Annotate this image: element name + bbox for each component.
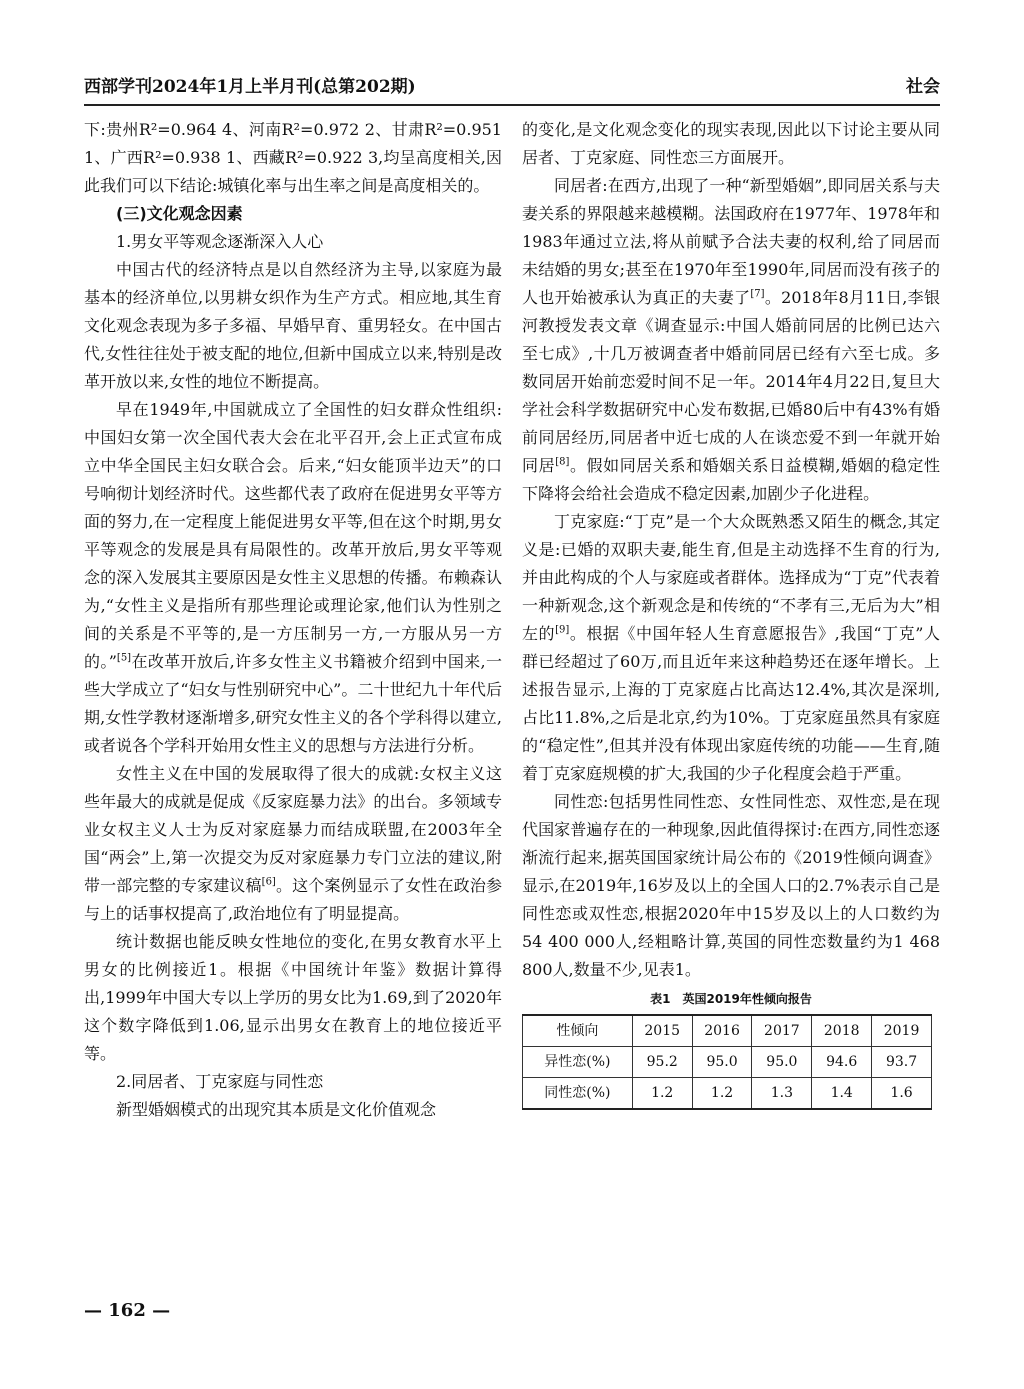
table-cell: 1.4	[812, 1078, 872, 1110]
section-heading: (三)文化观念因素	[116, 204, 243, 223]
citation-ref[interactable]: [6]	[261, 876, 276, 888]
paragraph-text: 。根据《中国年轻人生育意愿报告》,我国“丁克”人群已经超过了60万,而且近年来这种趋势还在逐年增长。上述报告显示,上海的丁克家庭占比高达12.4%,其次是深圳,占比11.8%,之后是北京,约为10%。丁克家庭虽然具有家庭的“稳定性”,但其并没有体现出家庭传统的功能——生育,随着丁克家庭规模的扩大,我国的少子化程度会趋于严重。	[522, 624, 940, 783]
left-column	[84, 116, 502, 1124]
paragraph: 同性恋:包括男性同性恋、女性同性恋、双性恋,是在现代国家普遍存在的一种现象,因此值得探讨:在西方,同性恋逐渐流行起来,据英国国家统计局公布的《2019性倾向调查》显示,在2019年,16岁及以上的全国人口的2.7%表示自己是同性恋或双性恋,根据2020年中15岁及以上的人口数约为54 400 000人,经粗略计算,英国的同性恋数量约为1 468 800人,数量不少,见表1。	[522, 792, 940, 979]
table-row	[523, 1047, 932, 1078]
citation-ref[interactable]: [7]	[750, 288, 765, 300]
paragraph-text: 在改革开放后,许多女性主义书籍被介绍到中国来,一些大学成立了“妇女与性别研究中心”。二十世纪九十年代后期,女性学教材逐渐增多,研究女性主义的各个学科得以建立,或者说各个学科开始用女性主义的思想与方法进行分析。	[84, 652, 502, 755]
paragraph: 中国古代的经济特点是以自然经济为主导,以家庭为最基本的经济单位,以男耕女织作为生产方式。相应地,其生育文化观念表现为多子多福、早婚早育、重男轻女。在中国古代,女性往往处于被支配的地位,但新中国成立以来,特别是改革开放以来,女性的地位不断提高。	[84, 260, 502, 391]
table-cell: 95.0	[692, 1047, 752, 1078]
paragraph	[84, 760, 502, 928]
citation-ref[interactable]: [5]	[116, 652, 132, 664]
table-header-cell: 2016	[692, 1015, 752, 1047]
citation-ref[interactable]: [8]	[555, 456, 570, 468]
paragraph-text: 丁克家庭:“丁克”是一个大众既熟悉又陌生的概念,其定义是:已婚的双职夫妻,能生育,但是主动选择不生育的行为,并由此构成的个人与家庭或者群体。选择成为“丁克”代表着一种新观念,这个新观念是和传统的“不孝有三,无后为大”相左的	[522, 512, 940, 643]
subsection-heading: 2.同居者、丁克家庭与同性恋	[116, 1072, 324, 1091]
table-cell: 1.2	[692, 1078, 752, 1110]
paragraph	[522, 508, 940, 788]
citation-ref[interactable]: [9]	[555, 624, 570, 636]
table-cell: 1.2	[632, 1078, 692, 1110]
table-header-cell: 2017	[752, 1015, 812, 1047]
table-header-cell: 2015	[632, 1015, 692, 1047]
table-header-row	[523, 1015, 932, 1047]
page-header	[84, 72, 940, 100]
paragraph-text: 。2018年8月11日,李银河教授发表文章《调查显示:中国人婚前同居的比例已达六至七成》,十几万被调查者中婚前同居已经有六至七成。多数同居开始前恋爱时间不足一年。2014年4月22日,复旦大学社会科学数据研究中心发布数据,已婚80后中有43%有婚前同居经历,同居者中近七成的人在谈恋爱不到一年就开始同居	[522, 288, 940, 475]
paragraph	[84, 396, 502, 760]
paragraph-text: 同居者:在西方,出现了一种“新型婚姻”,即同居关系与夫妻关系的界限越来越模糊。法国政府在1977年、1978年和1983年通过立法,将从前赋予合法夫妻的权利,给了同居而未结婚的男女;甚至在1970年至1990年,同居而没有孩子的人也开始被承认为真正的夫妻了	[522, 176, 940, 307]
table-cell: 同性恋(%)	[523, 1078, 633, 1110]
table-cell: 95.0	[752, 1047, 812, 1078]
paragraph-text: 女性主义在中国的发展取得了很大的成就:女权主义这些年最大的成就是促成《反家庭暴力法》的出台。多领域专业女权主义人士为反对家庭暴力而结成联盟,在2003年全国“两会”上,第一次提交为反对家庭暴力专门立法的建议,附带一部完整的专家建议稿	[84, 764, 502, 895]
paragraph: 的变化,是文化观念变化的现实表现,因此以下讨论主要从同居者、丁克家庭、同性恋三方面展开。	[522, 120, 940, 167]
table-row	[523, 1078, 932, 1110]
header-rule	[84, 104, 940, 106]
paragraph: 下:贵州R²=0.964 4、河南R²=0.972 2、甘肃R²=0.951 1、广西R²=0.938 1、西藏R²=0.922 3,均呈高度相关,因此我们可以下结论:城镇化率与出生率之间是高度相关的。	[84, 120, 502, 195]
table-caption: 表1 英国2019年性倾向报告	[650, 992, 812, 1006]
data-table	[522, 1014, 932, 1110]
paragraph: 新型婚姻模式的出现究其本质是文化价值观念	[116, 1100, 437, 1119]
table-cell: 93.7	[872, 1047, 932, 1078]
table-cell: 1.3	[752, 1078, 812, 1110]
page-number: — 162 —	[84, 1300, 171, 1321]
paragraph	[522, 172, 940, 508]
table-cell: 1.6	[872, 1078, 932, 1110]
paragraph-text: 。假如同居关系和婚姻关系日益模糊,婚姻的稳定性下降将会给社会造成不稳定因素,加剧少子化进程。	[522, 456, 940, 503]
paragraph-text: 早在1949年,中国就成立了全国性的妇女群众性组织:中国妇女第一次全国代表大会在北平召开,会上正式宣布成立中华全国民主妇女联合会。后来,“妇女能顶半边天”的口号响彻计划经济时代。这些都代表了政府在促进男女平等方面的努力,在一定程度上能促进男女平等,但在这个时期,男女平等观念的发展是具有局限性的。改革开放后,男女平等观念的深入发展其主要原因是女性主义思想的传播。布赖森认为,“女性主义是指所有那些理论或理论家,他们认为性别之间的关系是不平等的,是一方压制另一方,一方服从另一方的。”	[84, 400, 502, 671]
subsection-heading: 1.男女平等观念逐渐深入人心	[116, 232, 324, 251]
paragraph: 统计数据也能反映女性地位的变化,在男女教育水平上男女的比例接近1。根据《中国统计年鉴》数据计算得出,1999年中国大专以上学历的男女比为1.69,到了2020年这个数字降低到1.06,显示出男女在教育上的地位接近平等。	[84, 932, 502, 1063]
table-header-cell: 性倾向	[523, 1015, 633, 1047]
table-header-cell: 2019	[872, 1015, 932, 1047]
table-cell: 94.6	[812, 1047, 872, 1078]
right-column	[522, 116, 940, 1110]
section-label: 社会	[906, 77, 940, 97]
paragraph-text: 。这个案例显示了女性在政治参与上的话事权提高了,政治地位有了明显提高。	[84, 876, 502, 923]
table-header-cell: 2018	[812, 1015, 872, 1047]
journal-title: 西部学刊2024年1月上半月刊(总第202期)	[84, 77, 416, 97]
table-cell: 异性恋(%)	[523, 1047, 633, 1078]
table-cell: 95.2	[632, 1047, 692, 1078]
